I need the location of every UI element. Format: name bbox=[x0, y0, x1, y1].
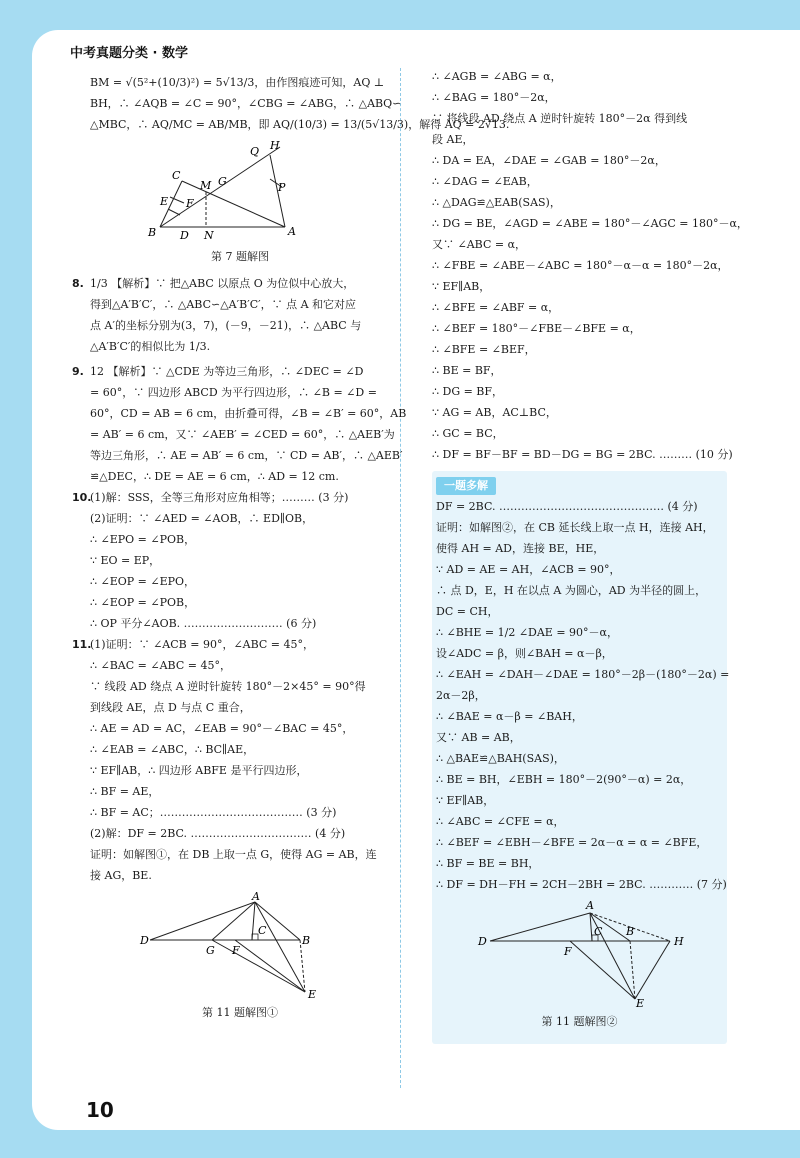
text-line: ∴ ∠BAC = ∠ABC = 45°， bbox=[90, 659, 231, 672]
text-line: ∴ GC = BC， bbox=[432, 427, 504, 440]
fig7-label-F: F bbox=[186, 197, 194, 210]
text-line: (2)证明：∵ ∠AED = ∠AOB，∴ ED∥OB， bbox=[90, 512, 314, 525]
text-line: 1/3 【解析】∵ 把△ABC 以原点 O 为位似中心放大， bbox=[90, 277, 355, 290]
text-line: (1)证明：∵ ∠ACB = 90°，∠ABC = 45°， bbox=[90, 638, 315, 651]
text-line: ∵ 将线段 AD 绕点 A 逆时针旋转 180°－2α 得到线 bbox=[432, 112, 688, 125]
right-column bbox=[432, 66, 748, 1044]
fig11b-label-E: E bbox=[635, 997, 644, 1010]
text-line: ∴ DF = DH－FH = 2CH－2BH = 2BC. ………… (7 分) bbox=[436, 878, 727, 891]
text-line: 等边三角形，∴ AE = AB′ = 6 cm，∵ CD = AB′，∴ △AEB′ bbox=[90, 449, 403, 462]
text-line: ∴ ∠FBE = ∠ABE－∠ABC = 180°－α－α = 180°－2α， bbox=[432, 259, 729, 272]
text-line: ∵ EO = EP， bbox=[90, 554, 161, 567]
text-line: DF = 2BC. ……………………………………… (4 分) bbox=[436, 500, 698, 513]
text-line: DC = CH， bbox=[436, 605, 499, 618]
fig11a-label-C: C bbox=[258, 924, 267, 937]
page-number: 10 bbox=[86, 1098, 114, 1122]
text-line: ∵ AG = AB，AC⊥BC， bbox=[432, 406, 557, 419]
fig7-label-N: N bbox=[204, 229, 214, 242]
fig7-label-D: D bbox=[180, 229, 189, 242]
problem-number: 8. bbox=[72, 277, 84, 290]
text-line: 60°，CD = AB = 6 cm，由折叠可得，∠B = ∠B′ = 60°，AB bbox=[90, 407, 407, 420]
fig11a-label-E: E bbox=[308, 988, 317, 1001]
figure-7-caption: 第 7 题解图 bbox=[211, 250, 269, 263]
fig7-label-B: B bbox=[148, 226, 157, 239]
page-header-title: 中考真题分类 · 数学 bbox=[70, 46, 188, 61]
column-divider bbox=[400, 68, 401, 1088]
text-line: 接 AG，BE. bbox=[90, 869, 152, 882]
text-line: ∵ AD = AE = AH，∠ACB = 90°， bbox=[436, 563, 621, 576]
text-line: ∴ ∠BFE = ∠BEF， bbox=[432, 343, 536, 356]
fig11b-label-B: B bbox=[625, 925, 634, 938]
text-line: ∴ ∠AGB = ∠ABG = α， bbox=[432, 70, 562, 83]
text-line: ∵ EF∥AB，∴ 四边形 ABFE 是平行四边形， bbox=[90, 764, 308, 777]
fig7-label-A: A bbox=[288, 225, 296, 238]
text-line: ∵ 线段 AD 绕点 A 逆时针旋转 180°－2×45° = 90°得 bbox=[90, 680, 366, 693]
text-line: ∴ ∠BHE = 1/2 ∠DAE = 90°－α， bbox=[436, 626, 618, 639]
fig7-label-G: G bbox=[218, 175, 227, 188]
fig7-label-P: P bbox=[278, 181, 286, 194]
text-line: 又∵ AB = AB， bbox=[436, 731, 521, 744]
text-line: ∴ DF = BF－BF = BD－DG = BG = 2BC. ……… (10 分) bbox=[432, 448, 733, 461]
text-line: ∴ DA = EA，∠DAE = ∠GAB = 180°－2α， bbox=[432, 154, 666, 167]
text-line: ∴ DG = BF， bbox=[432, 385, 504, 398]
alternative-solution-tag: 一题多解 bbox=[436, 477, 496, 495]
problem-number: 10. bbox=[72, 491, 92, 504]
text-line: ∴ BF = AE， bbox=[90, 785, 160, 798]
text-line: ∵ EF∥AB， bbox=[436, 794, 495, 807]
problem-10-solution bbox=[72, 487, 390, 634]
alternative-solution-box bbox=[432, 471, 730, 1044]
fig7-label-C: C bbox=[172, 169, 181, 182]
fig11b-label-D: D bbox=[477, 935, 487, 948]
text-line: △MBC，∴ AQ/MC = AB/MB，即 AQ/(10/3) = 13/(5√13/3)，解得 AQ = 2√13. bbox=[90, 118, 510, 131]
text-line: ∴ ∠EOP = ∠EPO， bbox=[90, 575, 196, 588]
text-line: △A′B′C′的相似比为 1/3. bbox=[90, 340, 211, 353]
text-line: 又∵ ∠ABC = α， bbox=[432, 238, 526, 251]
text-line: ∴ ∠ABC = ∠CFE = α， bbox=[436, 815, 565, 828]
text-line: ∴ ∠BFE = ∠ABF = α， bbox=[432, 301, 560, 314]
fig11b-label-A: A bbox=[585, 899, 594, 912]
text-line: ∴ ∠EAB = ∠ABC，∴ BC∥AE， bbox=[90, 743, 255, 756]
text-line: ∴ ∠DAG = ∠EAB， bbox=[432, 175, 538, 188]
text-line: ∴ △DAG≌△EAB(SAS)， bbox=[432, 196, 561, 209]
fig11b-label-H: H bbox=[673, 935, 684, 948]
text-line: 证明：如解图②，在 CB 延长线上取一点 H，连接 AH， bbox=[436, 521, 714, 534]
text-line: 使得 AH = AD，连接 BE，HE， bbox=[436, 542, 605, 555]
text-line: (2)解：DF = 2BC. …………………………… (4 分) bbox=[90, 827, 346, 840]
fig7-label-E: E bbox=[160, 195, 169, 208]
text-line: ∴ BE = BH，∠EBH = 180°－2(90°－α) = 2α， bbox=[436, 773, 692, 786]
figure-7-diagram bbox=[140, 139, 340, 244]
fig7-label-Q: Q bbox=[250, 145, 260, 158]
text-line: ∴ △BAE≌△BAH(SAS)， bbox=[436, 752, 565, 765]
text-line: ∴ 点 D，E，H 在以点 A 为圆心，AD 为半径的圆上， bbox=[436, 584, 707, 597]
fig11a-label-D: D bbox=[140, 934, 149, 947]
problem-11-solution bbox=[72, 634, 390, 886]
text-line: 到线段 AE，点 D 与点 C 重合， bbox=[90, 701, 251, 714]
text-line: ∴ ∠BAE = α－β = ∠BAH， bbox=[436, 710, 583, 723]
text-line: BH，∴ ∠AQB = ∠C = 90°，∠CBG = ∠ABG，∴ △ABQ∽ bbox=[90, 97, 402, 110]
text-line: ∴ ∠EPO = ∠POB， bbox=[90, 533, 196, 546]
fig11b-label-C: C bbox=[593, 925, 602, 938]
problem-9-solution bbox=[72, 361, 407, 487]
fig7-label-M: M bbox=[200, 179, 212, 192]
fig11a-label-A: A bbox=[252, 890, 260, 903]
text-line: = 60°，∵ 四边形 ABCD 为平行四边形，∴ ∠B = ∠D = bbox=[90, 386, 377, 399]
figure-11-2-diagram bbox=[470, 899, 690, 1009]
text-line: ≌△DEC，∴ DE = AE = 6 cm，∴ AD = 12 cm. bbox=[90, 470, 339, 483]
text-line: 12 【解析】∵ △CDE 为等边三角形，∴ ∠DEC = ∠D bbox=[90, 365, 364, 378]
text-line: ∴ ∠EAH = ∠DAH－∠DAE = 180°－2β－(180°－2α) = bbox=[436, 668, 730, 681]
fig7-label-H: H bbox=[270, 139, 280, 152]
text-line: ∴ BE = BF， bbox=[432, 364, 502, 377]
text-line: ∴ BF = AC；………………………………… (3 分) bbox=[90, 806, 337, 819]
problem-8-solution bbox=[72, 273, 390, 357]
problem-number: 9. bbox=[72, 365, 84, 378]
text-line: ∴ ∠BEF = ∠EBH－∠BFE = 2α－α = α = ∠BFE， bbox=[436, 836, 708, 849]
problem-11-continued bbox=[432, 66, 748, 465]
text-line: 点 A′的坐标分别为(3，7)，(－9，－21)，∴ △ABC 与 bbox=[90, 319, 362, 332]
fig11a-label-B: B bbox=[302, 934, 311, 947]
text-line: 段 AE， bbox=[432, 133, 474, 146]
text-line: ∴ DG = BE，∠AGD = ∠ABE = 180°－∠AGC = 180°－α， bbox=[432, 217, 748, 230]
text-line: ∴ BF = BE = BH， bbox=[436, 857, 540, 870]
problem-number: 11. bbox=[72, 638, 92, 651]
text-line: 2α－2β， bbox=[436, 689, 486, 702]
text-line: ∴ AE = AD = AC，∠EAB = 90°－∠BAC = 45°， bbox=[90, 722, 354, 735]
fig11b-label-F: F bbox=[563, 945, 572, 958]
text-line: 得到△A′B′C′，∴ △ABC∽△A′B′C′，∵ 点 A 和它对应 bbox=[90, 298, 357, 311]
text-line: 设∠ADC = β，则∠BAH = α－β， bbox=[436, 647, 613, 660]
figure-11-1-caption: 第 11 题解图① bbox=[202, 1006, 278, 1019]
text-line: 证明：如解图①，在 DB 上取一点 G，使得 AG = AB，连 bbox=[90, 848, 377, 861]
text-line: ∴ OP 平分∠AOB. ……………………… (6 分) bbox=[90, 617, 317, 630]
figure-11-1-diagram bbox=[140, 890, 340, 1000]
text-line: ∴ ∠EOP = ∠POB， bbox=[90, 596, 196, 609]
fig11a-label-F: F bbox=[232, 944, 240, 957]
text-line: = AB′ = 6 cm，又∵ ∠AEB′ = ∠CED = 60°，∴ △AEB′为 bbox=[90, 428, 395, 441]
figure-11-2-caption: 第 11 题解图② bbox=[541, 1015, 618, 1028]
text-line: ∴ ∠BEF = 180°－∠FBE－∠BFE = α， bbox=[432, 322, 641, 335]
text-line: ∵ EF∥AB， bbox=[432, 280, 491, 293]
fig11a-label-G: G bbox=[206, 944, 215, 957]
text-line: BM = √(5²+(10/3)²) = 5√13/3，由作图痕迹可知，AQ ⊥ bbox=[90, 76, 385, 89]
text-line: (1)解：SSS，全等三角形对应角相等；……… (3 分) bbox=[90, 491, 349, 504]
text-line: ∴ ∠BAG = 180°－2α， bbox=[432, 91, 556, 104]
